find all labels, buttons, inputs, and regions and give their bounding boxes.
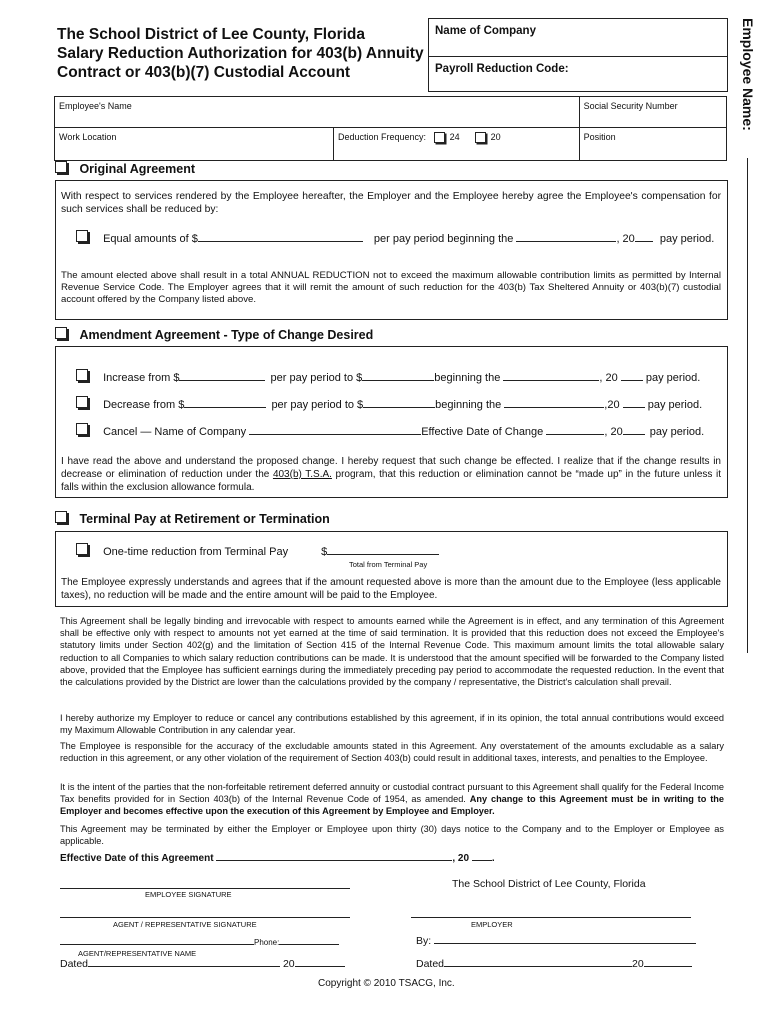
agent-name-label: AGENT/REPRESENTATIVE NAME: [78, 949, 197, 958]
equal-amount-field[interactable]: [198, 241, 363, 242]
title-line-3: Contract or 403(b)(7) Custodial Account: [57, 64, 351, 81]
terminal-checkbox[interactable]: [55, 511, 67, 523]
position-field[interactable]: [579, 128, 726, 161]
beginning-date-field[interactable]: [516, 241, 616, 242]
increase-checkbox[interactable]: [76, 369, 88, 381]
decrease-checkbox[interactable]: [76, 396, 88, 408]
amendment-heading-row: [55, 326, 373, 344]
decrease-from-label: Decrease from $: [103, 399, 185, 411]
equal-amounts-row: [76, 230, 714, 245]
original-agreement-checkbox[interactable]: [55, 161, 67, 173]
by-row: [416, 935, 696, 947]
amendment-note-text: [61, 455, 721, 494]
cancel-company-field[interactable]: [249, 434, 421, 435]
original-note-text: The amount elected above shall result in a total ANNUAL REDUCTION not to exceed the maximum allowable contribution limits as permitted by Internal Revenue Service Code. The Employer agrees that it will remit the amount of such reduction for the 403(b) Tax Sheltered Annuity or 403(b)(7) custodial account offered by the Company listed above.: [61, 270, 721, 306]
terminal-dollar-sign: $: [321, 546, 328, 558]
amendment-note-part2: program, that this reduction or elimination cannot be “made up” in the future unless it falls within the exclusion allowance formula.: [61, 469, 721, 493]
employer-dated-label: Dated: [416, 958, 445, 970]
frequency-24-label: 24: [449, 132, 460, 142]
work-location-field[interactable]: [55, 128, 334, 161]
employees-name-field[interactable]: [55, 97, 580, 128]
termination-text: This Agreement may be terminated by either the Employer or Employee upon thirty (30) days notice to the Company and to the Employer or Employee as applicable.: [60, 824, 724, 847]
effective-date-of-change-label: Effective Date of Change: [421, 426, 544, 438]
payroll-reduction-code-label: Payroll Reduction Code:: [435, 63, 569, 75]
employee-dated-year-field[interactable]: [295, 966, 345, 967]
increase-row: [76, 369, 700, 384]
employee-name-label: Employee Name:: [740, 18, 756, 131]
one-time-row: [76, 543, 439, 558]
by-field[interactable]: [434, 943, 696, 944]
employee-dated-field[interactable]: [88, 966, 280, 967]
tsa-link: 403(b) T.S.A.: [272, 469, 332, 480]
employer-dated-year-prefix: 20: [632, 958, 644, 970]
employee-dated-row: [60, 958, 345, 970]
increase-beginning-label: beginning the: [434, 372, 501, 384]
form-title: [57, 25, 424, 82]
amendment-box: [55, 346, 728, 498]
employees-name-label: Employee's Name: [59, 101, 132, 111]
frequency-20-label: 20: [490, 132, 501, 142]
binding-agreement-text: This Agreement shall be legally binding and irrevocable with respect to amounts earned while the Agreement is in effect, and any termination of this Agreement shall be effective only with respect to amounts not yet earned at the time of said termination. It is provided that this reduction does not exceed the Employee's statutory limits under Section 402(g) and the limitation of Section 415 of the Internal Revenue Code. This maximum amount limits the total allowable salary reduction to all Companies to which salary reduction contributions can be made. It is understood that the amount specified will be forwarded to the Company listed above, provided that the Employee has sufficient earnings during the immediately preceding pay period to accommodate the requested reduction. In the event that the calculations provided by the District are lower than the calculations provided by the company / representative, the District's calculation shall prevail.: [60, 616, 724, 688]
copyright: Copyright © 2010 TSACG, Inc.: [318, 978, 455, 989]
deduction-frequency-label: Deduction Frequency:: [338, 132, 427, 142]
company-name-label: Name of Company: [435, 25, 536, 37]
year-prefix: , 20: [616, 233, 635, 245]
decrease-to-label: per pay period to $: [271, 399, 364, 411]
terminal-note-text: The Employee expressly understands and agrees that if the amount requested above is more than the amount due to the Employee (less applicable taxes), no reduction will be made and the entire amount will be paid to the Employee.: [61, 577, 721, 601]
ssn-label: Social Security Number: [583, 101, 678, 111]
decrease-from-field[interactable]: [184, 407, 266, 408]
agent-name-field[interactable]: [60, 944, 254, 945]
frequency-20-checkbox[interactable]: [475, 132, 486, 143]
effective-date-row: [60, 853, 495, 864]
increase-date-field[interactable]: [503, 380, 599, 381]
cancel-row: [76, 423, 704, 438]
decrease-year-prefix: ,20: [604, 399, 620, 411]
employee-signature-line[interactable]: [60, 888, 350, 889]
cancel-label: Cancel — Name of Company: [103, 426, 247, 438]
terminal-box: [55, 531, 728, 607]
responsibility-text: The Employee is responsible for the accuracy of the excludable amounts stated in this Agreement. Any overstatement of the amounts excludable as a salary reduction in this agreement, or any other violation of the requirement of Section 403(b) could result in additional taxes, interests, and penalties to the Employee.: [60, 741, 724, 764]
increase-from-label: Increase from $: [103, 372, 180, 384]
terminal-heading: Terminal Pay at Retirement or Termination: [79, 512, 330, 526]
decrease-beginning-label: beginning the: [435, 399, 502, 411]
employer-dated-field[interactable]: [444, 966, 632, 967]
pay-period-label: pay period.: [659, 233, 715, 245]
year-field[interactable]: [635, 241, 653, 242]
amendment-checkbox[interactable]: [55, 327, 67, 339]
by-label: By:: [416, 935, 432, 947]
original-agreement-heading-row: [55, 160, 195, 178]
deduction-frequency-field: [334, 128, 580, 161]
intent-text-normal: It is the intent of the parties that the non-forfeitable retirement deferred annuity or custodial contract pursuant to this Agreement shall qualify for the Federal Income Tax benefits provided for in Section 403(b) of the Internal Revenue Code of 1954, as amended.: [60, 782, 724, 805]
per-pay-period-label: per pay period beginning the: [373, 233, 514, 245]
decrease-date-field[interactable]: [504, 407, 604, 408]
total-terminal-pay-label: Total from Terminal Pay: [349, 560, 428, 569]
terminal-heading-row: [55, 510, 330, 528]
cancel-pay-period-label: pay period.: [649, 426, 705, 438]
frequency-24-checkbox[interactable]: [434, 132, 445, 143]
phone-label: Phone:: [254, 938, 280, 947]
ssn-field[interactable]: [579, 97, 726, 128]
agent-signature-label: AGENT / REPRESENTATIVE SIGNATURE: [113, 920, 257, 929]
position-label: Position: [583, 132, 616, 142]
equal-amounts-checkbox[interactable]: [76, 230, 88, 242]
work-location-label: Work Location: [59, 132, 117, 142]
employee-signature-label: EMPLOYEE SIGNATURE: [145, 890, 232, 899]
employer-dated-year-field[interactable]: [644, 966, 692, 967]
change-date-field[interactable]: [546, 434, 604, 435]
employee-name-line[interactable]: [747, 158, 748, 653]
increase-year-prefix: , 20: [599, 372, 618, 384]
equal-amounts-label: Equal amounts of $: [103, 233, 198, 245]
original-intro-text: With respect to services rendered by the Employee hereafter, the Employer and the Employee hereby agree the Employee's compensation for such services shall be reduced by:: [61, 191, 721, 215]
one-time-label: One-time reduction from Terminal Pay: [103, 546, 289, 558]
company-box-divider: [429, 56, 727, 57]
terminal-amount-field[interactable]: [327, 554, 439, 555]
agent-signature-line[interactable]: [60, 917, 350, 918]
intent-text: [60, 781, 724, 818]
cancel-checkbox[interactable]: [76, 423, 88, 435]
employer-signature-line[interactable]: [411, 917, 691, 918]
title-line-2: Salary Reduction Authorization for 403(b) Annuity: [57, 45, 424, 62]
authorize-text: I hereby authorize my Employer to reduce or cancel any contributions established by this agreement, if in its opinion, the total annual contributions would exceed my Maximum Allowable Contribution in any calendar year.: [60, 713, 724, 736]
effective-year-field[interactable]: [472, 860, 492, 861]
decrease-to-field[interactable]: [363, 407, 435, 408]
employer-label: EMPLOYER: [471, 920, 513, 929]
title-line-1: The School District of Lee County, Florida: [57, 26, 366, 43]
intent-text-bold: Any change to this Agreement must be in writing to the Employer and becomes effective upon the execution of this Agreement by Employee and Employer.: [60, 794, 724, 817]
employee-info-table: [54, 96, 727, 161]
effective-period: .: [491, 853, 495, 864]
amendment-note-part1: I have read the above and understand the proposed change. I hereby request that such change be effected. I realize that if the change results in decrease or elimination of reduction under the: [61, 456, 721, 480]
one-time-checkbox[interactable]: [76, 543, 88, 555]
amendment-heading: Amendment Agreement - Type of Change Desired: [79, 328, 374, 342]
effective-date-label: Effective Date of this Agreement: [60, 853, 214, 864]
decrease-year-field[interactable]: [623, 407, 645, 408]
effective-date-field[interactable]: [216, 860, 452, 861]
employee-dated-year-prefix: 20: [282, 958, 295, 970]
company-box: [428, 18, 728, 92]
effective-year-prefix: , 20: [452, 853, 470, 864]
original-agreement-heading: Original Agreement: [79, 162, 195, 176]
district-name: The School District of Lee County, Florida: [452, 878, 646, 890]
increase-pay-period-label: pay period.: [645, 372, 701, 384]
employee-dated-label: Dated: [60, 958, 89, 970]
increase-year-field[interactable]: [621, 380, 643, 381]
decrease-pay-period-label: pay period.: [647, 399, 703, 411]
increase-to-label: per pay period to $: [270, 372, 363, 384]
cancel-year-prefix: , 20: [604, 426, 623, 438]
cancel-year-field[interactable]: [623, 434, 645, 435]
increase-to-field[interactable]: [362, 380, 434, 381]
original-agreement-box: [55, 180, 728, 320]
phone-field[interactable]: [279, 944, 339, 945]
employer-dated-row: [416, 958, 692, 970]
increase-from-field[interactable]: [179, 380, 265, 381]
employee-name-vertical: [738, 18, 758, 638]
decrease-row: [76, 396, 702, 411]
agent-name-row: [60, 938, 339, 947]
